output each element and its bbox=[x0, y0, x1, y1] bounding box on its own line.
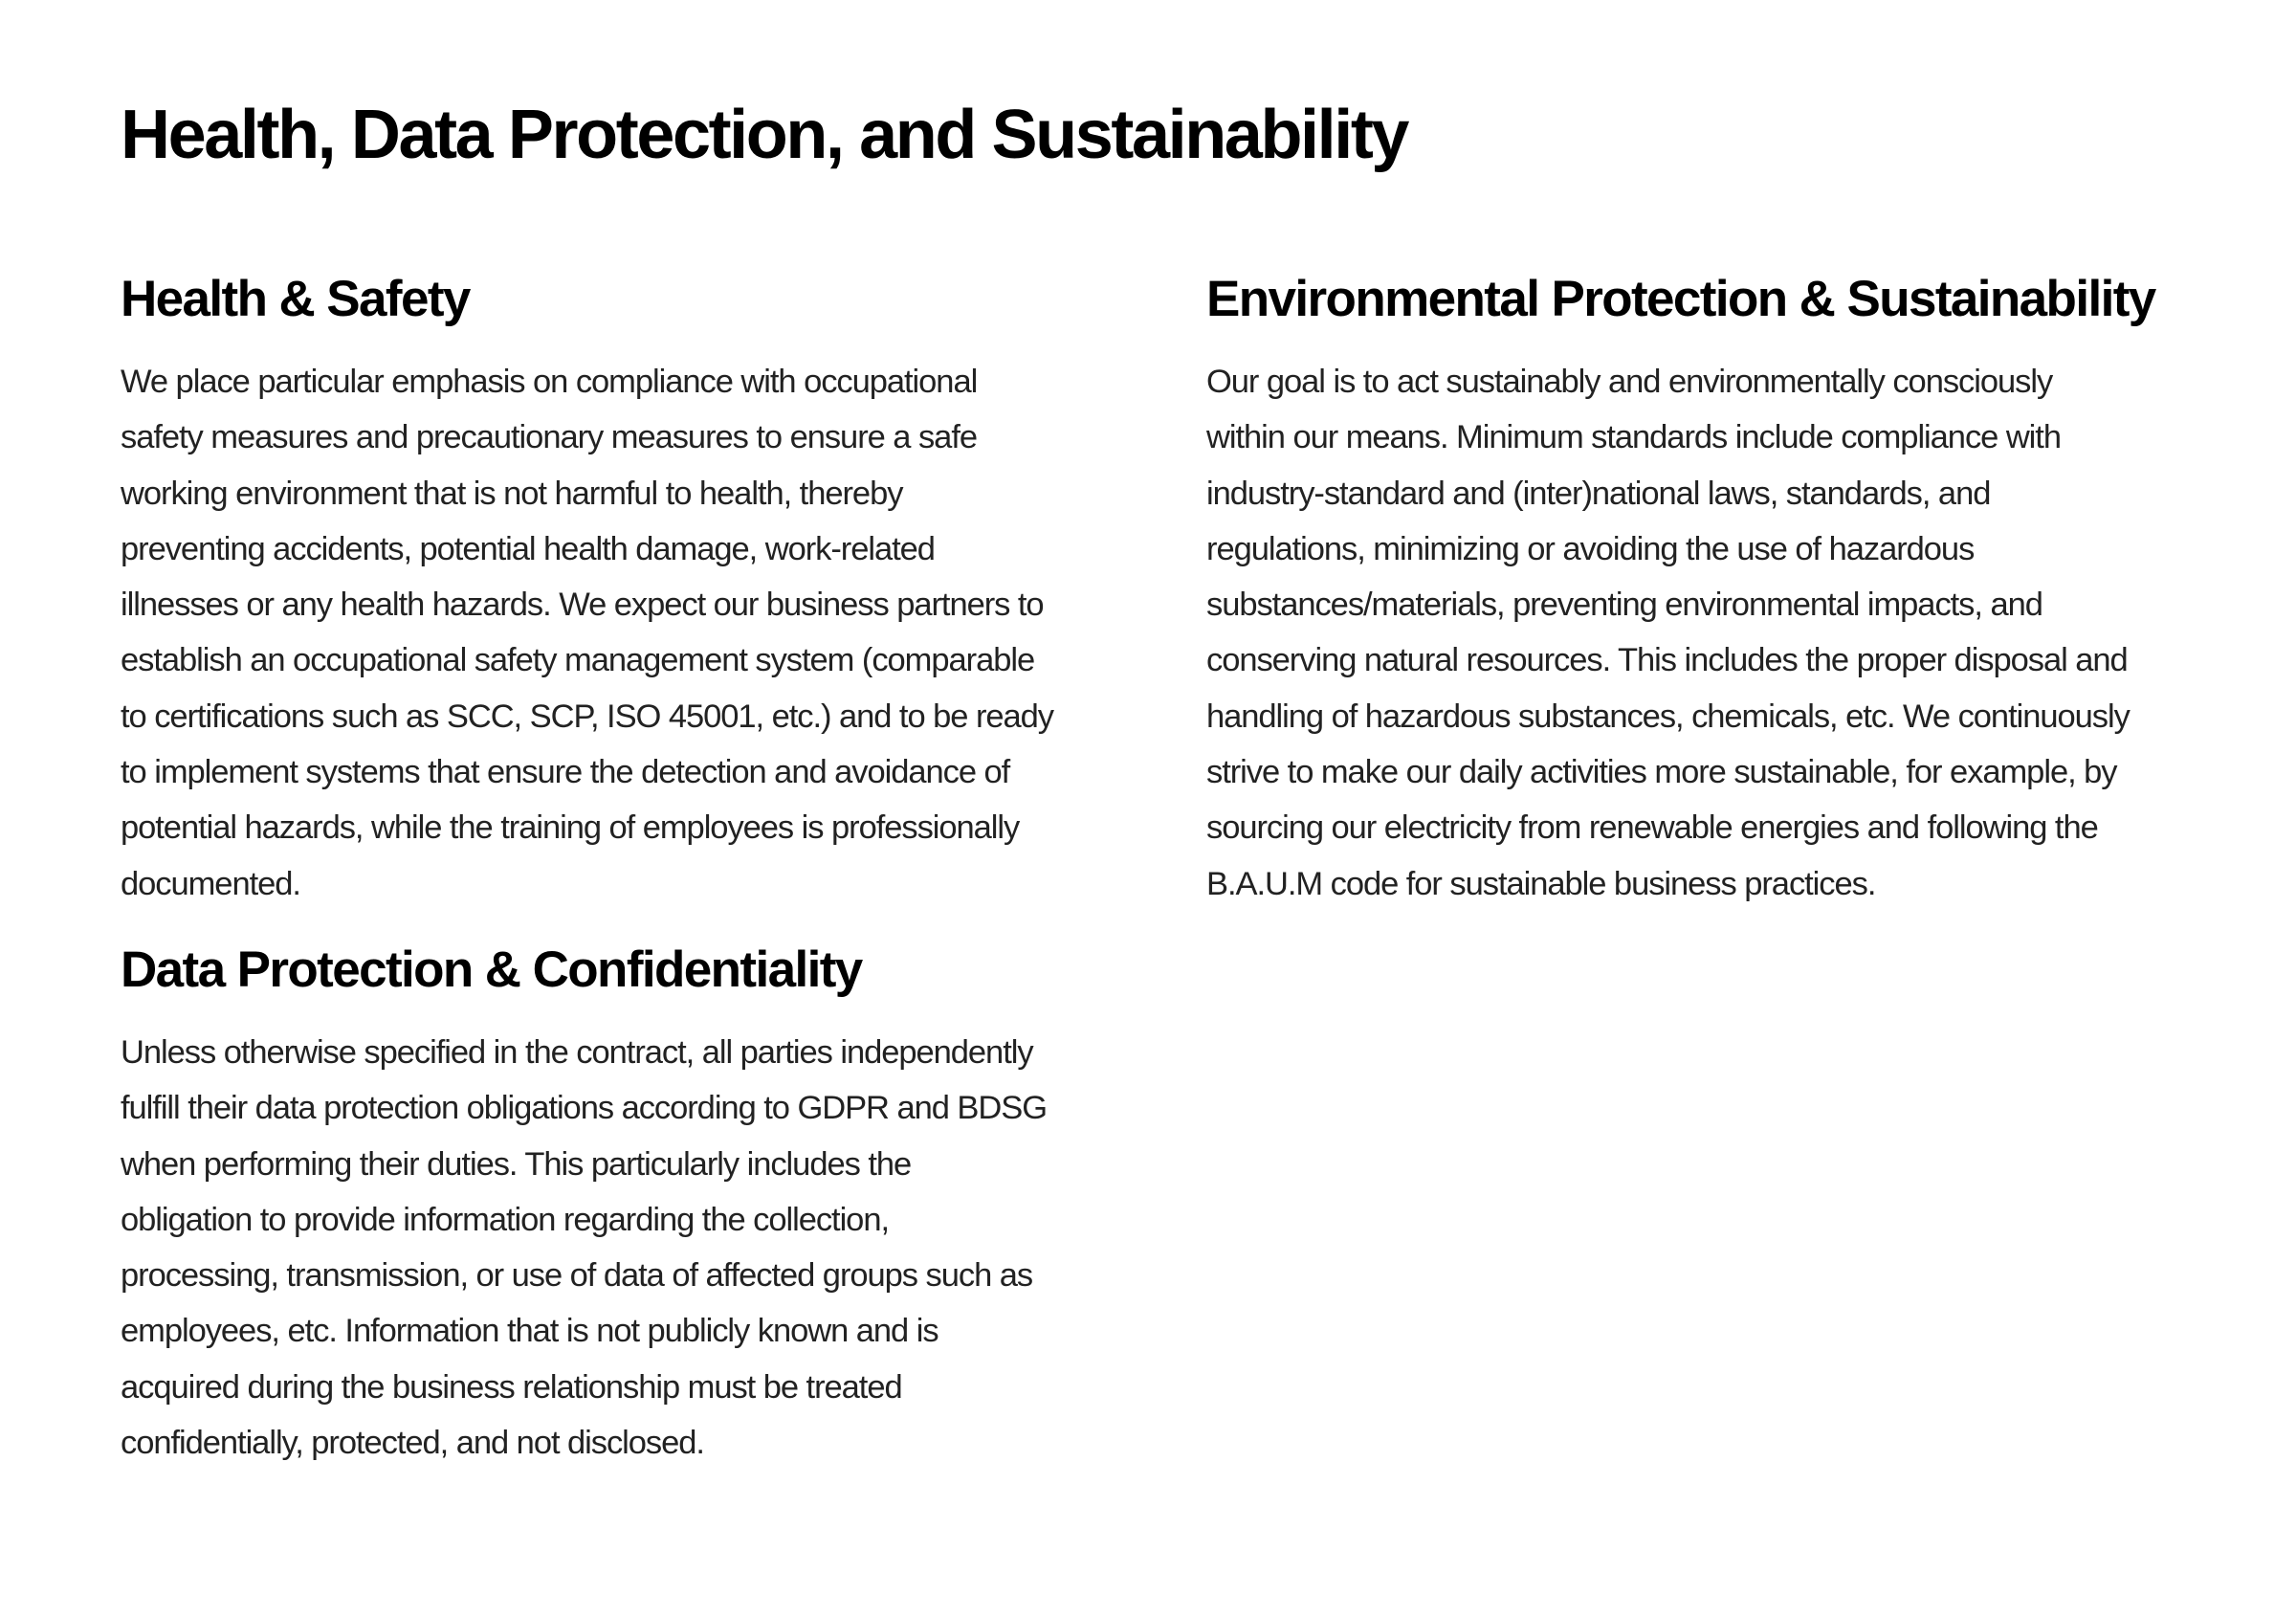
text-line: working environment that is not harmful to health, thereby bbox=[121, 475, 903, 512]
text-line: regulations, minimizing or avoiding the use of hazardous bbox=[1206, 530, 1975, 567]
text-line: when performing their duties. This particularly includes the bbox=[121, 1145, 912, 1183]
text-line: B.A.U.M code for sustainable business practices. bbox=[1206, 865, 1876, 902]
text-line: potential hazards, while the training of employees is professionally bbox=[121, 809, 1020, 847]
text-line: to certifications such as SCC, SCP, ISO 45001, etc.) and to be ready bbox=[121, 698, 1054, 735]
text-line: sourcing our electricity from renewable energies and following the bbox=[1206, 809, 2098, 847]
section-environmental bbox=[1206, 258, 2201, 912]
text-line: safety measures and precautionary measures to ensure a safe bbox=[121, 419, 977, 456]
section-title-data-protection: Data Protection & Confidentiality bbox=[121, 941, 862, 998]
section-title-environmental: Environmental Protection & Sustainability bbox=[1206, 271, 2155, 327]
text-line: Unless otherwise specified in the contract, all parties independently bbox=[121, 1033, 1033, 1071]
text-line: acquired during the business relationship must be treated bbox=[121, 1368, 902, 1406]
right-column bbox=[1206, 258, 2201, 912]
text-line: conserving natural resources. This includes the proper disposal and bbox=[1206, 642, 2128, 679]
text-line: to implement systems that ensure the detection and avoidance of bbox=[121, 754, 1010, 791]
text-line: confidentially, protected, and not disclosed. bbox=[121, 1425, 704, 1462]
text-line: establish an occupational safety management system (comparable bbox=[121, 642, 1035, 679]
text-line: industry-standard and (inter)national laws, standards, and bbox=[1206, 475, 1991, 512]
text-line: obligation to provide information regarding the collection, bbox=[121, 1201, 889, 1238]
text-line: substances/materials, preventing environmental impacts, and bbox=[1206, 587, 2042, 624]
text-line: preventing accidents, potential health damage, work-related bbox=[121, 530, 935, 567]
section-health-safety bbox=[121, 258, 1115, 912]
text-line: We place particular emphasis on compliance with occupational bbox=[121, 364, 978, 400]
section-body-environmental bbox=[1206, 341, 2201, 912]
section-data-protection bbox=[121, 929, 1115, 1471]
section-title-health-safety: Health & Safety bbox=[121, 271, 470, 327]
text-line: documented. bbox=[121, 865, 300, 902]
text-line: fulfill their data protection obligations according to GDPR and BDSG bbox=[121, 1090, 1047, 1127]
text-line: handling of hazardous substances, chemicals, etc. We continuously bbox=[1206, 698, 2130, 735]
text-line: strive to make our daily activities more sustainable, for example, by bbox=[1206, 754, 2117, 791]
text-line: illnesses or any health hazards. We expect our business partners to bbox=[121, 587, 1044, 624]
left-column bbox=[121, 258, 1115, 1471]
text-line: employees, etc. Information that is not publicly known and is bbox=[121, 1313, 938, 1350]
section-body-data-protection bbox=[121, 1011, 1115, 1471]
text-line: Our goal is to act sustainably and environmentally consciously bbox=[1206, 364, 2053, 400]
section-body-health-safety bbox=[121, 341, 1115, 912]
page-title: Health, Data Protection, and Sustainability bbox=[121, 97, 1408, 173]
text-line: within our means. Minimum standards include compliance with bbox=[1206, 419, 2061, 456]
text-line: processing, transmission, or use of data of affected groups such as bbox=[121, 1257, 1033, 1295]
